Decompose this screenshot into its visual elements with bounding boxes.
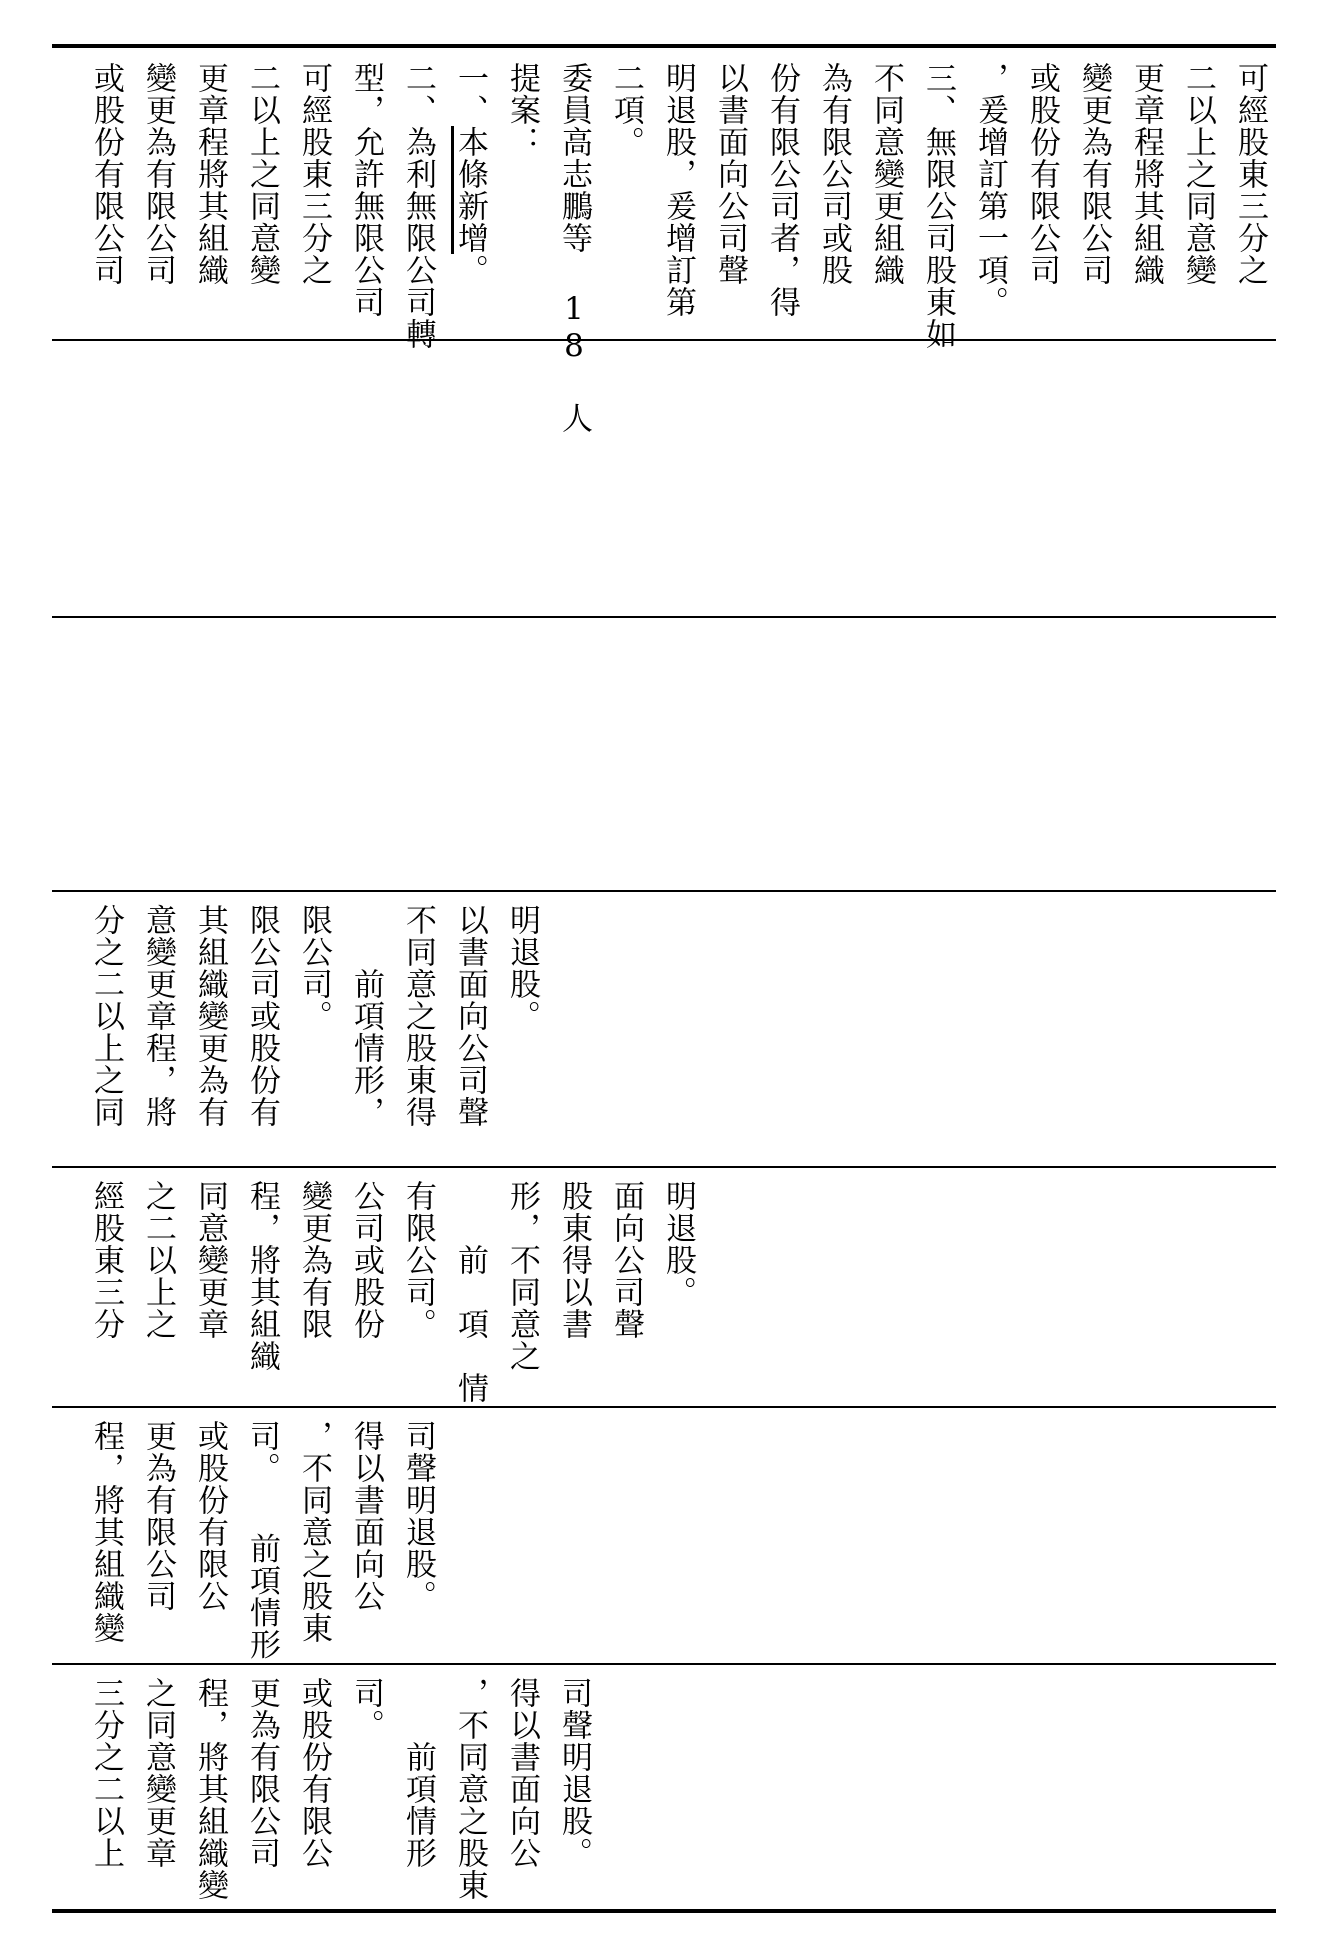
text-line: 司。 前項情形: [244, 1420, 280, 1661]
text-line: 或股份有限公司: [1024, 62, 1060, 286]
text-line: 可經股東三分之: [1232, 62, 1268, 286]
text-line: 份有限公司者，得: [764, 62, 800, 318]
text-line: ，爰增訂第一項。: [972, 62, 1008, 318]
table-row-explanation: [60, 62, 1270, 434]
text-line: 一、本條新增。: [452, 62, 488, 286]
text-line: 更章程將其組織: [192, 62, 228, 286]
text-line: 以書面向公司聲: [452, 904, 488, 1128]
row-divider: [52, 890, 1276, 892]
text-line: 二以上之同意變: [244, 62, 280, 286]
text-line: 二、為利無限公司轉: [400, 62, 436, 350]
row-divider: [52, 1663, 1276, 1665]
text-line: 前項情形: [400, 1677, 436, 1869]
text-line: 其組織變更為有: [192, 904, 228, 1128]
text-line: 司聲明退股。: [400, 1420, 436, 1612]
text-line: 更為有限公司: [140, 1420, 176, 1612]
row-divider: [52, 1406, 1276, 1408]
text-line: 同意變更章: [192, 1180, 228, 1340]
text-line: 程，將其組織變: [192, 1677, 228, 1901]
text-line: 司。: [348, 1677, 384, 1741]
text-line: 前項情形，: [348, 904, 384, 1128]
table-row-text: [60, 1677, 1270, 1905]
text-line: 限公司或股份有: [244, 904, 280, 1128]
text-line: 三、無限公司股東如: [920, 62, 956, 350]
text-line: 意變更章程，將: [140, 904, 176, 1128]
text-line: 得以書面向公: [348, 1420, 384, 1612]
row-divider: [52, 616, 1276, 618]
text-line: 有限公司。: [400, 1180, 436, 1340]
text-line: 委員高志鵬等 18 人: [556, 62, 592, 434]
text-line: 限公司。: [296, 904, 332, 1032]
text-line: 程，將其組織變: [88, 1420, 124, 1644]
text-line: 不同意變更組織: [868, 62, 904, 286]
text-line: 公司或股份: [348, 1180, 384, 1340]
text-line: 可經股東三分之: [296, 62, 332, 286]
table-row-text: [60, 904, 1270, 1159]
text-line: 不同意之股東得: [400, 904, 436, 1128]
table-row-empty: [60, 345, 1270, 610]
row-divider: [52, 339, 1276, 341]
text-line: 三分之二以上: [88, 1677, 124, 1869]
text-line: 之同意變更章: [140, 1677, 176, 1869]
text-line: ，不同意之股東: [296, 1420, 332, 1644]
text-line: 變更為有限公司: [140, 62, 176, 286]
text-line: 分之二以上之同: [88, 904, 124, 1128]
row-divider: [52, 1166, 1276, 1168]
text-line: 變更為有限公司: [1076, 62, 1112, 286]
text-line: 變更為有限: [296, 1180, 332, 1340]
text-line: ，不同意之股東: [452, 1677, 488, 1901]
text-line: 二以上之同意變: [1180, 62, 1216, 286]
text-line: 程，將其組織: [244, 1180, 280, 1372]
table-row-text: [60, 1420, 1270, 1661]
text-line: 經股東三分: [88, 1180, 124, 1340]
text-line: 以書面向公司聲: [712, 62, 748, 286]
text-line: 為有限公司或股: [816, 62, 852, 286]
text-line: 或股份有限公司: [88, 62, 124, 286]
text-line: 得以書面向公: [504, 1677, 540, 1869]
text-line: 股東得以書: [556, 1180, 592, 1340]
table-row-text: [60, 1180, 1270, 1404]
text-line: 明退股。: [504, 904, 540, 1032]
text-line: 二項。: [608, 62, 644, 158]
text-line: 前 項 情: [452, 1180, 488, 1404]
text-line: 司聲明退股。: [556, 1677, 592, 1869]
underlined-text: 本條新增: [452, 126, 488, 254]
text-line: 提案：: [504, 62, 540, 158]
text-line: 型，允許無限公司: [348, 62, 384, 318]
text-line: 更為有限公司: [244, 1677, 280, 1869]
text-line: 更章程將其組織: [1128, 62, 1164, 286]
text-line: 明退股。: [660, 1180, 696, 1308]
text-line: 之二以上之: [140, 1180, 176, 1340]
table-row-empty: [60, 622, 1270, 884]
text-line: 或股份有限公: [296, 1677, 332, 1869]
table-bottom-rule: [52, 1909, 1276, 1913]
table-top-rule: [52, 44, 1276, 48]
text-line: 面向公司聲: [608, 1180, 644, 1340]
text-line: 或股份有限公: [192, 1420, 228, 1612]
text-line: 形，不同意之: [504, 1180, 540, 1372]
text-line: 明退股，爰增訂第: [660, 62, 696, 318]
